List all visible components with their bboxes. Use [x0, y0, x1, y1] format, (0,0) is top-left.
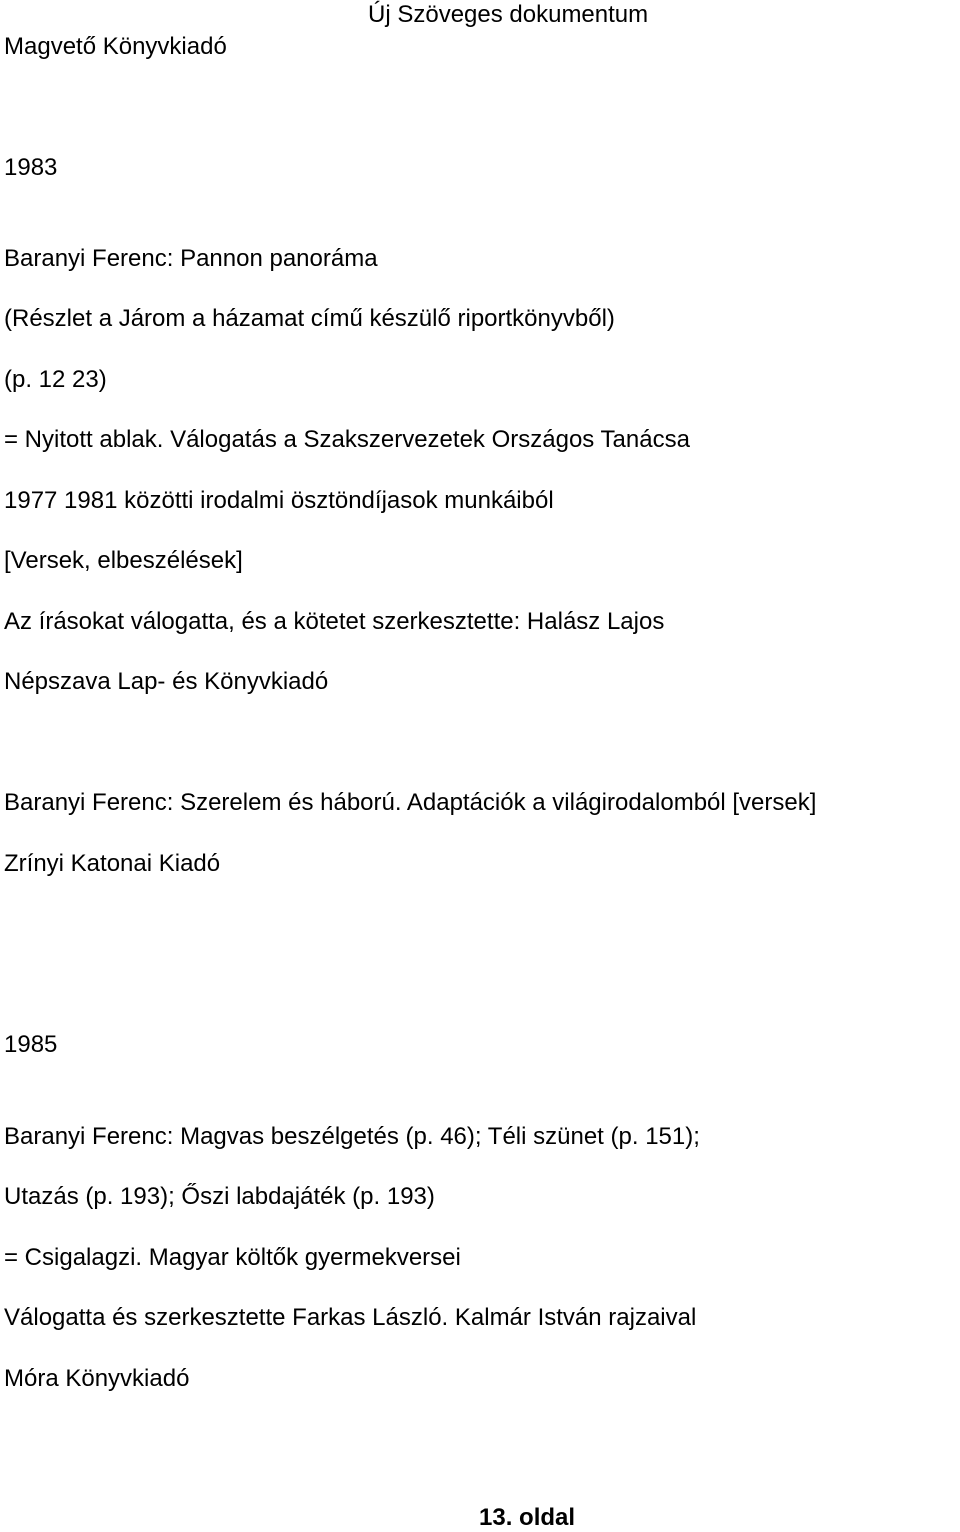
entry-title: Baranyi Ferenc: Magvas beszélgetés (p. 46); Téli szünet (p. 151); [4, 1123, 700, 1150]
year-heading-1985: 1985 [4, 1031, 58, 1058]
entry-title-continued: Utazás (p. 193); Őszi labdajáték (p. 193) [4, 1183, 435, 1210]
year-heading-1983: 1983 [4, 154, 58, 181]
entry-title: Baranyi Ferenc: Szerelem és háború. Adaptációk a világirodalomból [versek] [4, 789, 817, 816]
entry-pages: (p. 12 23) [4, 366, 107, 393]
entry-title: Baranyi Ferenc: Pannon panoráma [4, 245, 378, 272]
entry-publisher: Zrínyi Katonai Kiadó [4, 850, 221, 877]
entry-publisher: Népszava Lap- és Könyvkiadó [4, 668, 329, 695]
document-title: Új Szöveges dokumentum [368, 1, 649, 28]
page-number: 13. oldal [479, 1504, 576, 1531]
entry-editor: Válogatta és szerkesztette Farkas László. Kalmár István rajzaival [4, 1304, 697, 1331]
entry-source: = Csigalagzi. Magyar költők gyermekversei [4, 1244, 461, 1271]
entry-source-continued: 1977 1981 közötti irodalmi ösztöndíjasok munkáiból [4, 487, 554, 514]
header-publisher: Magvető Könyvkiadó [4, 33, 227, 60]
entry-editor: Az írásokat válogatta, és a kötetet szerkesztette: Halász Lajos [4, 608, 665, 635]
entry-genre: [Versek, elbeszélések] [4, 547, 243, 574]
entry-subtitle: (Részlet a Járom a házamat című készülő riportkönyvből) [4, 305, 615, 332]
entry-source: = Nyitott ablak. Válogatás a Szakszervezetek Országos Tanácsa [4, 426, 690, 453]
entry-publisher: Móra Könyvkiadó [4, 1365, 190, 1392]
